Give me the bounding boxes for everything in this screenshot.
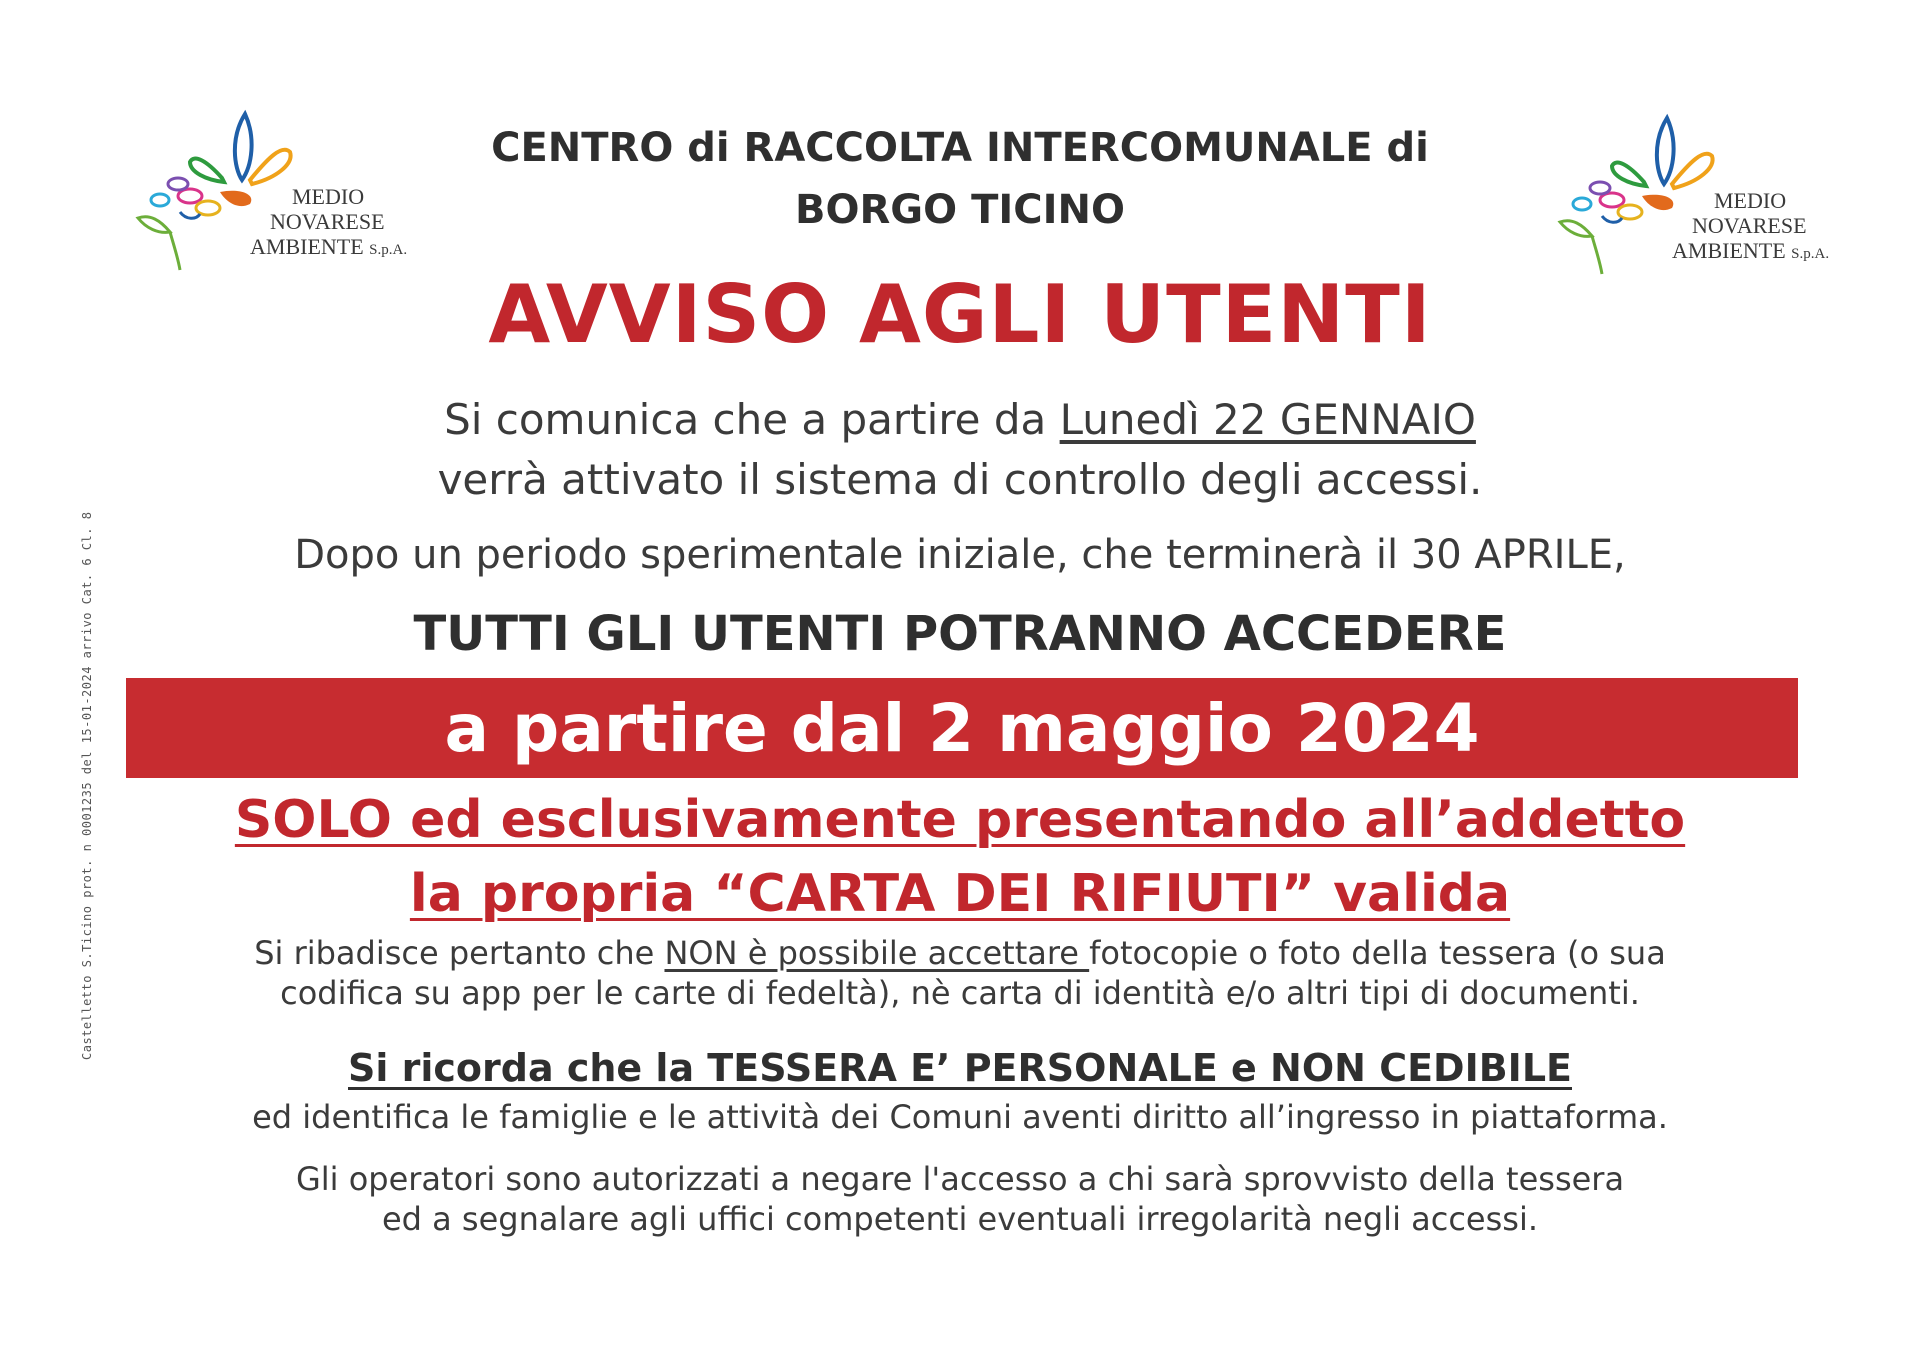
page-title: AVVISO AGLI UTENTI — [488, 268, 1432, 361]
requirement-line-1: SOLO ed esclusivamente presentando all’addetto — [234, 790, 1686, 850]
notice-prefix: Si ribadisce pertanto che — [254, 934, 665, 972]
notice-line-1 — [0, 934, 1920, 972]
logo-suffix: S.p.A. — [369, 242, 408, 258]
requirement-line-2: la propria “CARTA DEI RIFIUTI” valida — [409, 864, 1511, 924]
header-line-2: BORGO TICINO — [795, 187, 1125, 233]
reminder-heading: Si ricorda che la TESSERA E’ PERSONALE e NON CEDIBILE — [348, 1046, 1572, 1090]
notice-line-2: codifica su app per le carte di fedeltà), nè carta di identità e/o altri tipi di documenti. — [280, 974, 1640, 1012]
intro-line-2: verrà attivato il sistema di controllo degli accessi. — [437, 455, 1483, 504]
logo-line-2: NOVARESE — [270, 209, 385, 234]
intro-line-1 — [0, 395, 1920, 444]
date-banner-text: a partire dal 2 maggio 2024 — [444, 689, 1480, 767]
start-date: Lunedì 22 GENNAIO — [1059, 395, 1476, 444]
notice-emphasis: NON è possibile accettare — [664, 934, 1090, 972]
logo-line-3: AMBIENTE — [250, 234, 364, 259]
logo-suffix: S.p.A. — [1791, 246, 1830, 262]
logo-line-1: MEDIO — [292, 184, 365, 209]
operators-line-2: ed a segnalare agli uffici competenti eventuali irregolarità negli accessi. — [381, 1200, 1539, 1238]
logo-line-1: MEDIO — [1714, 188, 1787, 213]
reminder-line: ed identifica le famiglie e le attività dei Comuni aventi diritto all’ingresso in piattaforma. — [252, 1098, 1668, 1136]
notice-suffix: fotocopie o foto della tessera (o sua — [1089, 934, 1666, 972]
intro-prefix: Si comunica che a partire da — [444, 395, 1060, 444]
logo-line-3: AMBIENTE — [1672, 238, 1786, 263]
date-banner — [126, 678, 1798, 778]
intro-line-3: Dopo un periodo sperimentale iniziale, che terminerà il 30 APRILE, — [294, 532, 1626, 578]
protocol-stamp: Castelletto S.Ticino prot. n 0001235 del 15-01-2024 arrivo Cat. 6 Cl. 8 — [80, 511, 94, 1060]
header-line-1: CENTRO di RACCOLTA INTERCOMUNALE di — [491, 125, 1429, 171]
operators-line-1: Gli operatori sono autorizzati a negare l'accesso a chi sarà sprovvisto della tessera — [295, 1160, 1625, 1198]
access-heading: TUTTI GLI UTENTI POTRANNO ACCEDERE — [413, 606, 1507, 662]
logo-line-2: NOVARESE — [1692, 213, 1807, 238]
